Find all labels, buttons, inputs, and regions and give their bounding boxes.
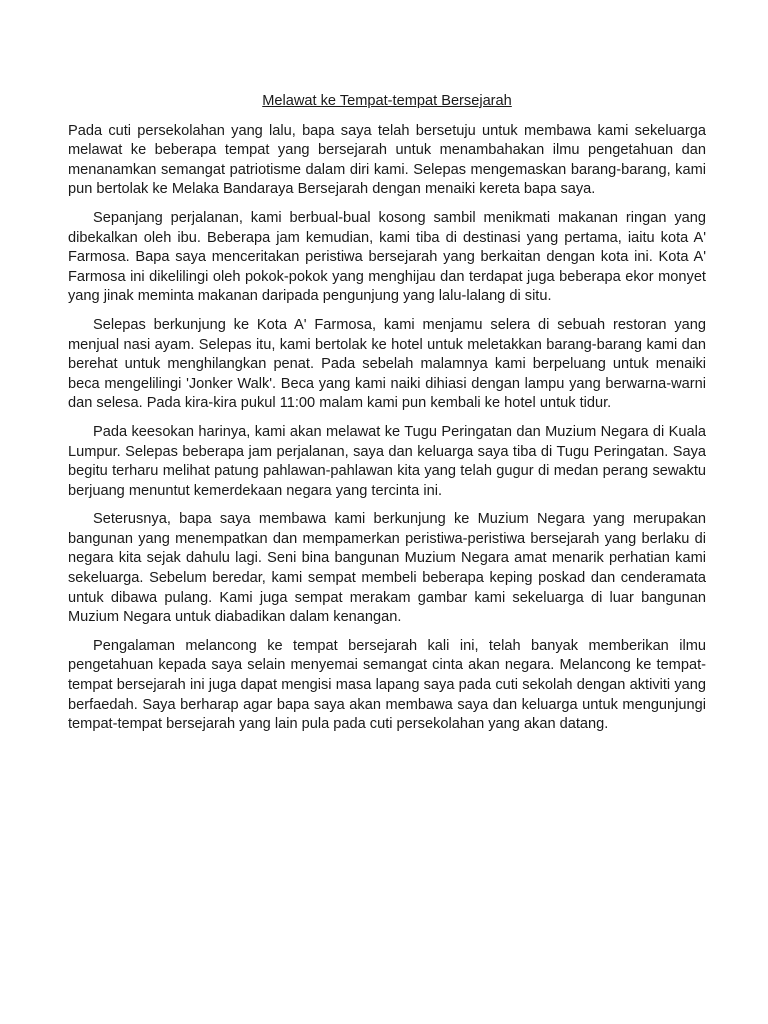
paragraph-1: Pada cuti persekolahan yang lalu, bapa saya telah bersetuju untuk membawa kami sekeluarga melawat ke beberapa tempat yang bersejarah untuk menambahakan ilmu pengetahuan dan menanamkan semangat patriotisme dalam diri kami. Selepas mengemaskan barang-barang, kami pun bertolak ke Melaka Bandaraya Bersejarah dengan menaiki kereta bapa saya. [68, 122, 706, 198]
paragraph-3: Selepas berkunjung ke Kota A' Farmosa, kami menjamu selera di sebuah restoran yang menjual nasi ayam. Selepas itu, kami bertolak ke hotel untuk meletakkan barang-barang kami dan berehat untuk menghilangkan penat. Pada sebelah malamnya kami berpeluang untuk menaiki beca mengelilingi 'Jonker Walk'. Beca yang kami naiki dihiasi dengan lampu yang berwarna-warni dan selesa. Pada kira-kira pukul 11:00 malam kami pun kembali ke hotel untuk tidur. [68, 316, 706, 412]
document-title: Melawat ke Tempat-tempat Bersejarah [262, 93, 512, 109]
paragraph-2: Sepanjang perjalanan, kami berbual-bual kosong sambil menikmati makanan ringan yang dibekalkan oleh ibu. Beberapa jam kemudian, kami tiba di destinasi yang pertama, iaitu kota A' Farmosa. Bapa saya menceritakan peristiwa bersejarah yang berkaitan dengan kota ini. Kota A' Farmosa ini dikelilingi oleh pokok-pokok yang menghijau dan terdapat juga beberapa ekor monyet yang jinak meminta makanan daripada pengunjung yang lalu-lalang di situ. [68, 209, 706, 305]
paragraph-5: Seterusnya, bapa saya membawa kami berkunjung ke Muzium Negara yang merupakan bangunan yang menempatkan dan mempamerkan peristiwa-peristiwa bersejarah yang berlaku di negara kita sejak dahulu lagi. Seni bina bangunan Muzium Negara amat menarik perhatian kami sekeluarga. Sebelum beredar, kami sempat membeli beberapa keping poskad dan cenderamata untuk dibawa pulang. Kami juga sempat merakam gambar kami sekeluarga di luar bangunan Muzium Negara untuk diabadikan dalam kenangan. [68, 511, 706, 626]
paragraph-4: Pada keesokan harinya, kami akan melawat ke Tugu Peringatan dan Muzium Negara di Kuala Lumpur. Selepas beberapa jam perjalanan, saya dan keluarga saya tiba di Tugu Peringatan. Saya begitu terharu melihat patung pahlawan-pahlawan kita yang telah gugur di medan perang sewaktu berjuang menuntut kemerdekaan negara yang tercinta ini. [68, 423, 706, 499]
document-body [68, 92, 706, 744]
paragraph-6: Pengalaman melancong ke tempat bersejarah kali ini, telah banyak memberikan ilmu pengetahuan kepada saya selain menyemai semangat cinta akan negara. Melancong ke tempat-tempat bersejarah ini juga dapat mengisi masa lapang saya pada cuti sekolah dengan aktiviti yang berfaedah. Saya berharap agar bapa saya akan membawa saya dan keluarga untuk mengunjungi tempat-tempat bersejarah yang lain pula pada cuti persekolahan yang akan datang. [68, 637, 706, 733]
